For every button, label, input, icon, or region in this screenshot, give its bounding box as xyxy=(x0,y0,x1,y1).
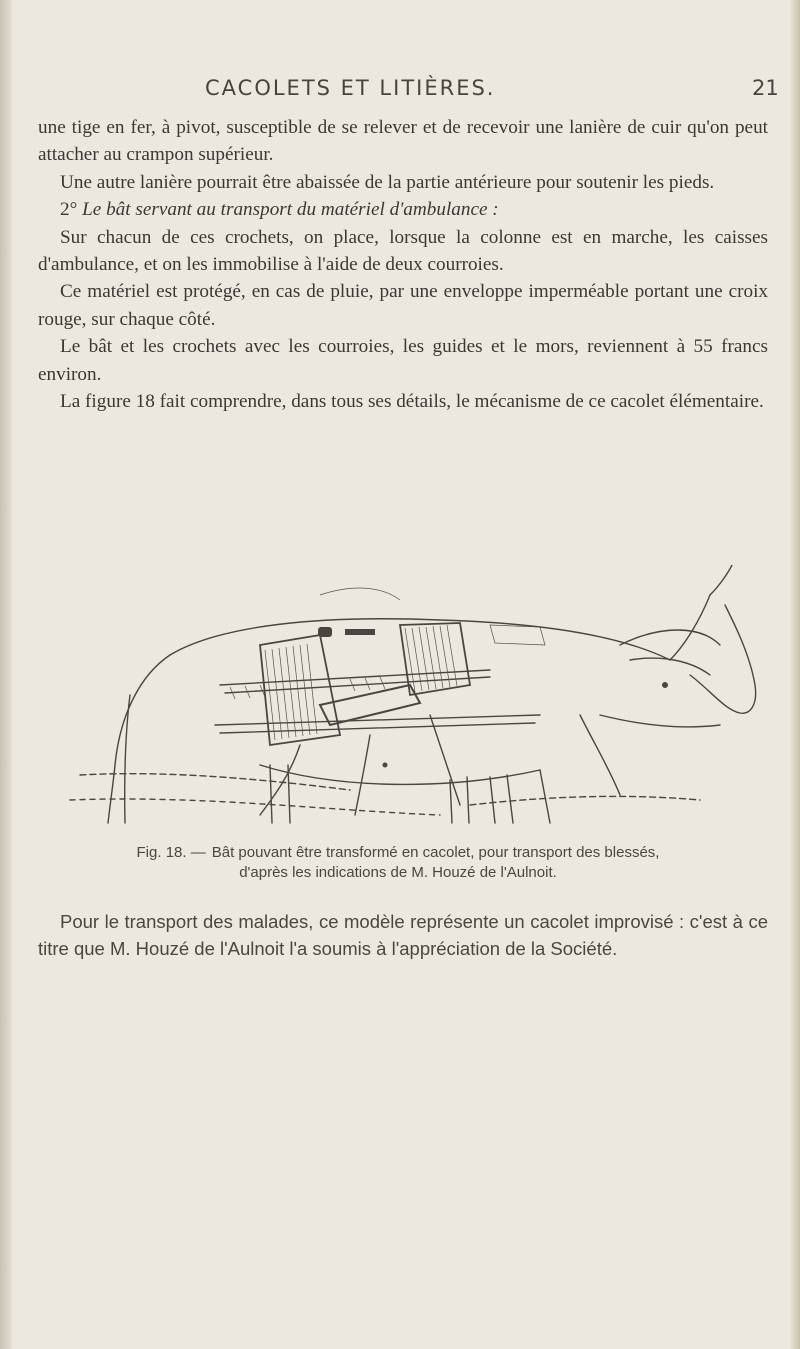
page-right-edge xyxy=(790,0,800,1349)
page-number: 21 xyxy=(752,76,779,100)
pack-saddle-engraving xyxy=(20,565,760,830)
closing-text xyxy=(38,908,768,962)
figure-caption xyxy=(28,843,768,883)
paragraph: Sur chacun de ces crochets, on place, lorsque la colonne est en marche, les caisses d'ambulance, et on les immobilise à l'aide de deux courroies. xyxy=(38,226,768,276)
paragraph: une tige en fer, à pivot, susceptible de se relever et de recevoir une lanière de cuir qu'on peut attacher au crampon supérieur. xyxy=(38,117,768,166)
body-text xyxy=(38,114,768,415)
running-title: CACOLETS ET LITIÈRES. xyxy=(205,76,496,100)
caption-line-2: d'après les indications de M. Houzé de l'Aulnoit. xyxy=(239,864,557,881)
caption-line xyxy=(28,843,768,863)
paragraph: Pour le transport des malades, ce modèle représente un cacolet improvisé : c'est à ce titre que M. Houzé de l'Aulnoit l'a soumis à l'appréciation de la Société. xyxy=(38,911,768,959)
paragraph: Une autre lanière pourrait être abaissée de la partie antérieure pour soutenir les pieds. xyxy=(60,171,715,193)
figure-label: Fig. 18. — xyxy=(136,844,206,861)
paragraph: La figure 18 fait comprendre, dans tous ses détails, le mécanisme de ce cacolet élémentaire. xyxy=(60,391,764,413)
section-title: Le bât servant au transport du matériel d'ambulance : xyxy=(82,199,499,221)
paragraph: Le bât et les crochets avec les courroies, les guides et le mors, reviennent à 55 francs environ. xyxy=(38,336,768,385)
paragraph: Ce matériel est protégé, en cas de pluie, par une enveloppe imperméable portant une croix rouge, sur chaque côté. xyxy=(38,281,768,330)
page-left-edge xyxy=(0,0,12,1349)
section-heading xyxy=(38,196,768,223)
section-number: 2° xyxy=(60,199,78,221)
caption-text: Bât pouvant être transformé en cacolet, pour transport des blessés, xyxy=(211,844,660,861)
